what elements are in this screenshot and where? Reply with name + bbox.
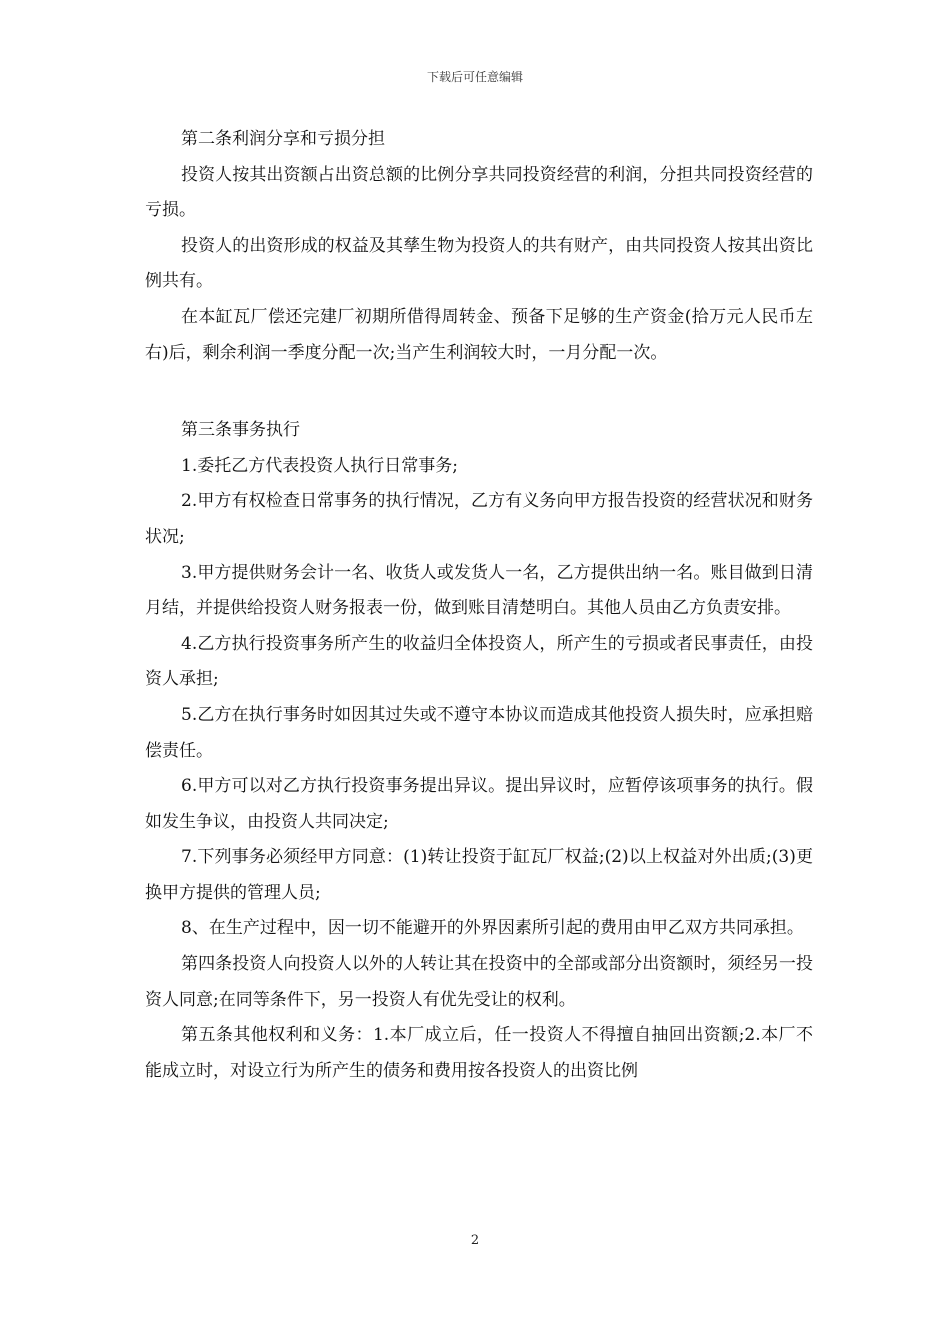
list-item: 2.甲方有权检查日常事务的执行情况，乙方有义务向甲方报告投资的经营状况和财务状况; [145,491,813,547]
section-heading-2: 第二条利润分享和亏损分担 [181,129,385,149]
page-header: 下载后可任意编辑 [426,70,523,84]
paragraph: 投资人按其出资额占出资总额的比例分享共同投资经营的利润，分担共同投资经营的亏损。 [145,164,813,221]
list-item: 6.甲方可以对乙方执行投资事务提出异议。提出异议时，应暂停该项事务的执行。假如发生争议，由投资人共同决定; [145,776,813,832]
paragraph: 投资人的出资形成的权益及其孳生物为投资人的共有财产，由共同投资人按其出资比例共有。 [145,235,813,292]
section-article-5: 第五条其他权利和义务：1.本厂成立后，任一投资人不得擅自抽回出资额;2.本厂不能成立时，对设立行为所产生的债务和费用按各投资人的出资比例 [145,1025,813,1081]
list-item: 5.乙方在执行事务时如因其过失或不遵守本协议而造成其他投资人损失时，应承担赔偿责任。 [145,704,813,761]
list-item: 7.下列事务必须经甲方同意：(1)转让投资于缸瓦厂权益;(2)以上权益对外出质;(3)更换甲方提供的管理人员; [145,847,813,903]
page-number: 2 [470,1233,480,1248]
paragraph: 在本缸瓦厂偿还完建厂初期所借得周转金、预备下足够的生产资金(拾万元人民币左右)后，剩余利润一季度分配一次;当产生利润较大时，一月分配一次。 [145,306,813,363]
document-body [145,122,813,1089]
list-item: 1.委托乙方代表投资人执行日常事务; [181,455,458,476]
section-spacer [145,371,813,413]
list-item: 4.乙方执行投资事务所产生的收益归全体投资人，所产生的亏损或者民事责任，由投资人承担; [145,633,813,690]
list-item: 8、在生产过程中，因一切不能避开的外界因素所引起的费用由甲乙双方共同承担。 [181,918,804,939]
list-item: 3.甲方提供财务会计一名、收货人或发货人一名，乙方提供出纳一名。账目做到日清月结，并提供给投资人财务报表一份，做到账目清楚明白。其他人员由乙方负责安排。 [145,562,813,619]
section-article-4: 第四条投资人向投资人以外的人转让其在投资中的全部或部分出资额时，须经另一投资人同意;在同等条件下，另一投资人有优先受让的权利。 [145,954,813,1010]
section-heading-3: 第三条事务执行 [181,420,300,441]
